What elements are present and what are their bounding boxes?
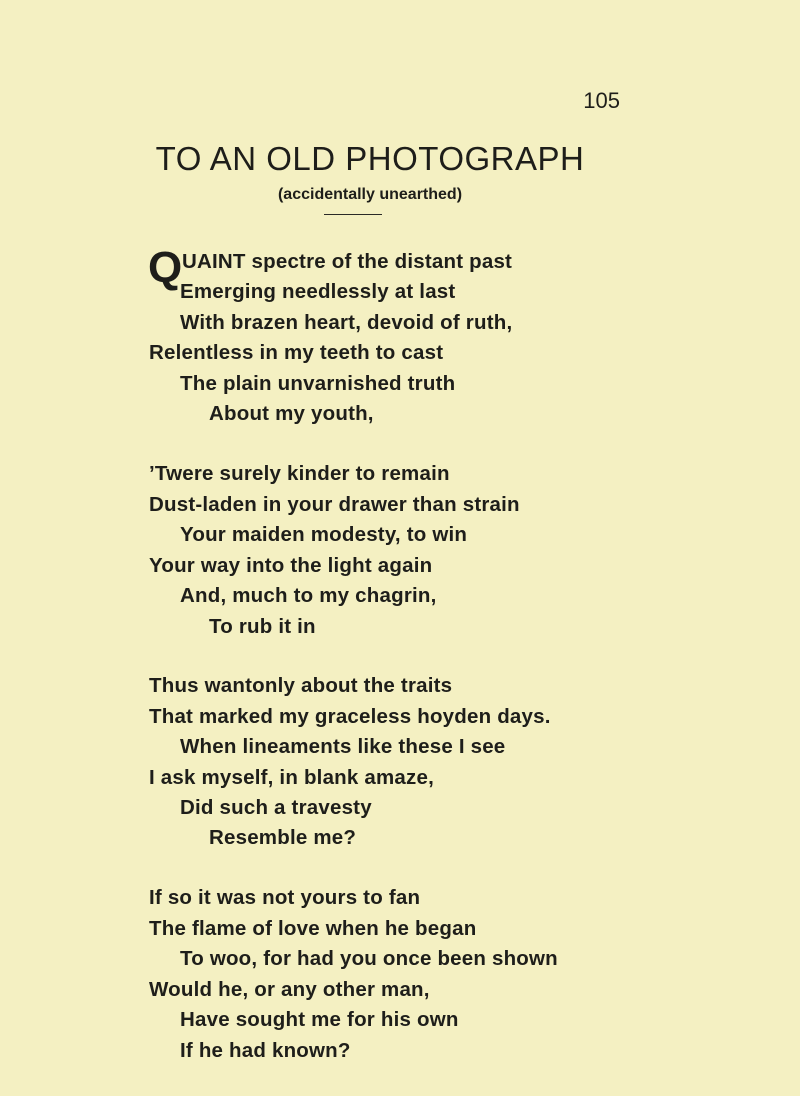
- poem-subtitle: (accidentally unearthed): [277, 186, 463, 203]
- poem-line: Thus wantonly about the traits: [149, 674, 453, 697]
- poem-line: About my youth,: [209, 402, 374, 425]
- poem-line: To woo, for had you once been shown: [180, 947, 558, 970]
- title-divider: [324, 214, 382, 215]
- poem-line: Emerging needlessly at last: [180, 280, 456, 303]
- page-number: 105: [583, 88, 620, 113]
- poem-line: To rub it in: [209, 615, 316, 638]
- poem-line: Did such a travesty: [180, 796, 372, 819]
- poem-line: That marked my graceless hoyden days.: [149, 705, 551, 728]
- poem-line: Resemble me?: [209, 826, 357, 849]
- poem-line: When lineaments like these I see: [180, 735, 506, 758]
- poem-line: I ask myself, in blank amaze,: [149, 766, 434, 789]
- poem-line: Have sought me for his own: [180, 1008, 459, 1031]
- poem-line: Dust-laden in your drawer than strain: [149, 493, 520, 516]
- poem-line: ’Twere surely kinder to remain: [149, 462, 450, 485]
- poem-line: The flame of love when he began: [149, 917, 477, 940]
- poem-line: With brazen heart, devoid of ruth,: [180, 311, 513, 334]
- poem-line: The plain unvarnished truth: [180, 372, 456, 395]
- poem-line: Relentless in my teeth to cast: [149, 341, 444, 364]
- drop-cap: Q: [148, 243, 183, 292]
- poem-line: Your maiden modesty, to win: [180, 523, 468, 546]
- poem-line: UAINT spectre of the distant past: [182, 250, 513, 273]
- poem-line: And, much to my chagrin,: [180, 584, 437, 607]
- poem-line: If he had known?: [180, 1039, 351, 1062]
- poem-line: Your way into the light again: [149, 554, 433, 577]
- poem-title: TO AN OLD PHOTOGRAPH: [155, 140, 585, 177]
- poem-line: Would he, or any other man,: [149, 978, 430, 1001]
- poem-line: If so it was not yours to fan: [149, 886, 421, 909]
